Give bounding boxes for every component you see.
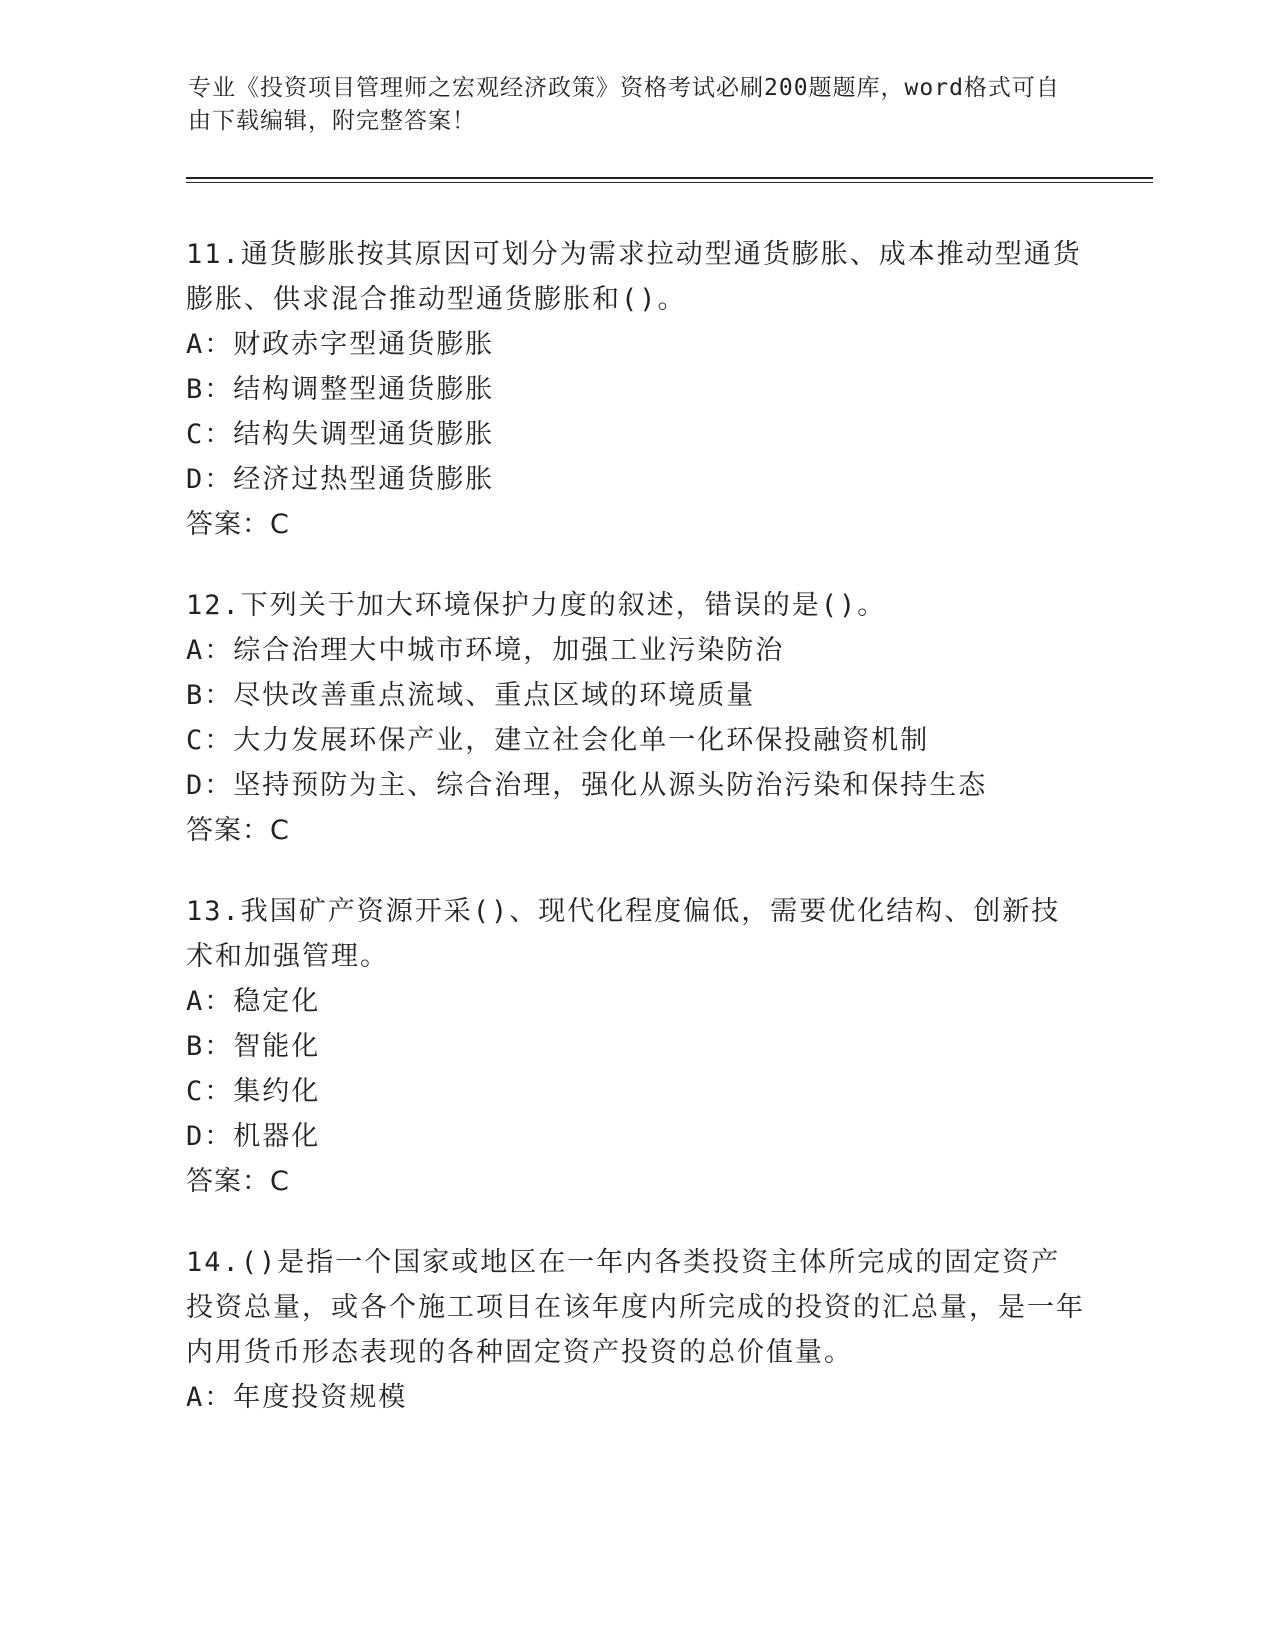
option-a: A：财政赤字型通货膨胀 (186, 329, 495, 360)
answer-line: 答案：C (186, 509, 290, 540)
question-stem: 11.通货膨胀按其原因可划分为需求拉动型通货膨胀、成本推动型通货膨胀、供求混合推动型通货膨胀和()。 (186, 239, 1082, 315)
option-d: D：坚持预防为主、综合治理，强化从源头防治污染和保持生态 (186, 770, 988, 801)
header-divider-thin (186, 182, 1153, 183)
option-c: C：大力发展环保产业，建立社会化单一化环保投融资机制 (186, 725, 930, 756)
option-a: A：稳定化 (186, 986, 321, 1017)
option-c: C：集约化 (186, 1076, 321, 1107)
option-b: B：结构调整型通货膨胀 (186, 374, 495, 405)
question-stem: 12.下列关于加大环境保护力度的叙述，错误的是()。 (186, 590, 887, 621)
option-d: D：机器化 (186, 1121, 321, 1152)
document-intro: 专业《投资项目管理师之宏观经济政策》资格考试必刷200题题库，word格式可自由下载编辑，附完整答案！ (188, 75, 1060, 134)
option-c: C：结构失调型通货膨胀 (186, 419, 495, 450)
question-11 (186, 232, 1086, 547)
question-12 (186, 583, 1086, 853)
question-13 (186, 889, 1086, 1204)
option-b: B：尽快改善重点流域、重点区域的环境质量 (186, 680, 756, 711)
answer-line: 答案：C (186, 815, 290, 846)
question-list (186, 232, 1086, 1456)
question-stem: 14.()是指一个国家或地区在一年内各类投资主体所完成的固定资产投资总量，或各个施工项目在该年度内所完成的投资的汇总量，是一年内用货币形态表现的各种固定资产投资的总价值量。 (186, 1247, 1085, 1368)
option-b: B：智能化 (186, 1031, 321, 1062)
question-14 (186, 1240, 1086, 1420)
question-stem: 13.我国矿产资源开采()、现代化程度偏低，需要优化结构、创新技术和加强管理。 (186, 896, 1061, 972)
header-divider-thick (186, 177, 1153, 179)
option-a: A：年度投资规模 (186, 1382, 408, 1413)
option-d: D：经济过热型通货膨胀 (186, 464, 495, 495)
option-a: A：综合治理大中城市环境，加强工业污染防治 (186, 635, 785, 666)
answer-line: 答案：C (186, 1166, 290, 1197)
